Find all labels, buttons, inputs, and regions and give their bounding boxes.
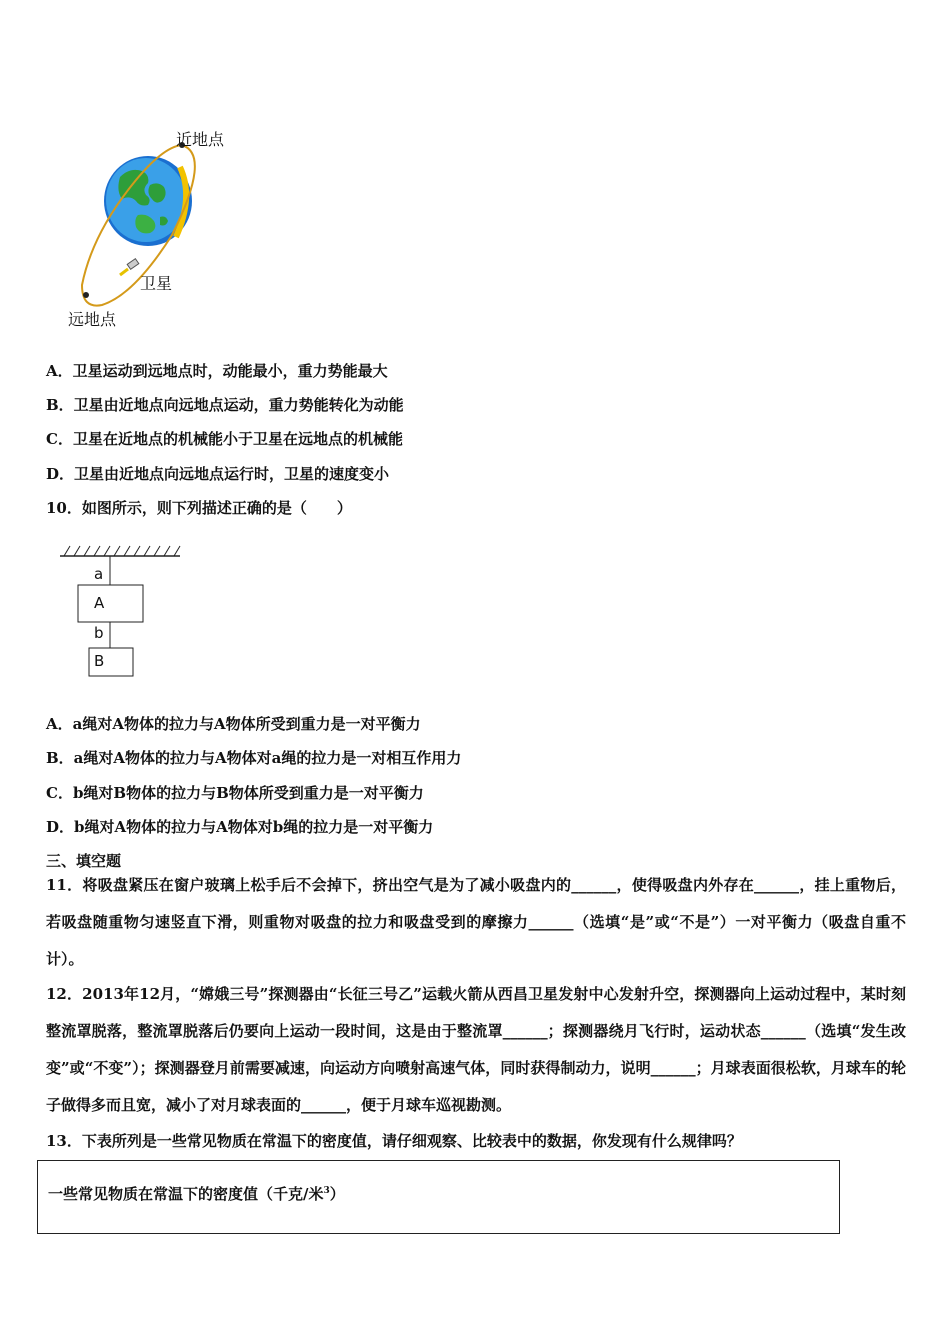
table-title-end: ） xyxy=(329,1185,345,1203)
earth-orbit-diagram xyxy=(60,125,250,335)
orbit-figure xyxy=(60,125,250,335)
q10-option-c: C．b绳对B物体的拉力与B物体所受到重力是一对平衡力 xyxy=(46,784,424,802)
block-b-label: B xyxy=(94,652,105,670)
q10-stem: 10．如图所示，则下列描述正确的是（ ） xyxy=(46,499,352,517)
hanging-blocks-figure xyxy=(58,540,188,685)
q13-text: 13．下表所列是一些常见物质在常温下的密度值，请仔细观察、比较表中的数据，你发现有什么规律吗？ xyxy=(46,1132,742,1150)
ceiling-blocks-diagram xyxy=(58,540,188,685)
q10-option-b: B．a绳对A物体的拉力与A物体对a绳的拉力是一对相互作用力 xyxy=(46,749,462,767)
block-a-label: A xyxy=(94,594,105,612)
q9-option-c: C．卫星在近地点的机械能小于卫星在远地点的机械能 xyxy=(46,430,403,448)
table-title xyxy=(48,1183,345,1204)
q11-text: 11．将吸盘紧压在窗户玻璃上松手后不会掉下，挤出空气是为了减小吸盘内的______，使得吸盘内外存在______，挂上重物后，若吸盘随重物匀速竖直下滑，则重物对吸盘的拉力和吸盘受到的摩擦力______（选填“是”或“不是”）一对平衡力（吸盘自重不计）。 xyxy=(46,876,906,968)
perigee-label: 近地点 xyxy=(176,130,225,149)
table-title-sup: 3 xyxy=(323,1186,330,1196)
q10-option-a: A．a绳对A物体的拉力与A物体所受到重力是一对平衡力 xyxy=(46,715,421,733)
q9-option-d: D．卫星由近地点向远地点运行时，卫星的速度变小 xyxy=(46,465,390,483)
section-title: 三、填空题 xyxy=(46,852,122,870)
q9-option-b: B．卫星由近地点向远地点运动，重力势能转化为动能 xyxy=(46,396,404,414)
rope-a-label: a xyxy=(94,565,104,583)
satellite-icon xyxy=(120,259,139,275)
q10-option-d: D．b绳对A物体的拉力与A物体对b绳的拉力是一对平衡力 xyxy=(46,818,434,836)
satellite-label: 卫星 xyxy=(140,274,173,293)
table-title-text: 一些常见物质在常温下的密度值（千克/米 xyxy=(48,1185,324,1203)
density-table xyxy=(37,1160,840,1234)
q9-option-a: A．卫星运动到远地点时，动能最小，重力势能最大 xyxy=(46,362,388,380)
q12-text: 12．2013年12月，“嫦娥三号”探测器由“长征三号乙”运载火箭从西昌卫星发射中心发射升空，探测器向上运动过程中，某时刻整流罩脱落，整流罩脱落后仍要向上运动一段时间，这是由于整流罩______；探测器绕月飞行时，运动状态______（选填“发生改变”或“不变”）；探测器登月前需要减速，向运动方向喷射高速气体，同时获得制动力，说明______；月球表面很松软，月球车的轮子做得多而且宽，减小了对月球表面的______，便于月球车巡视勘测。 xyxy=(46,985,906,1114)
rope-b-label: b xyxy=(94,624,104,642)
apogee-label: 远地点 xyxy=(68,310,117,329)
